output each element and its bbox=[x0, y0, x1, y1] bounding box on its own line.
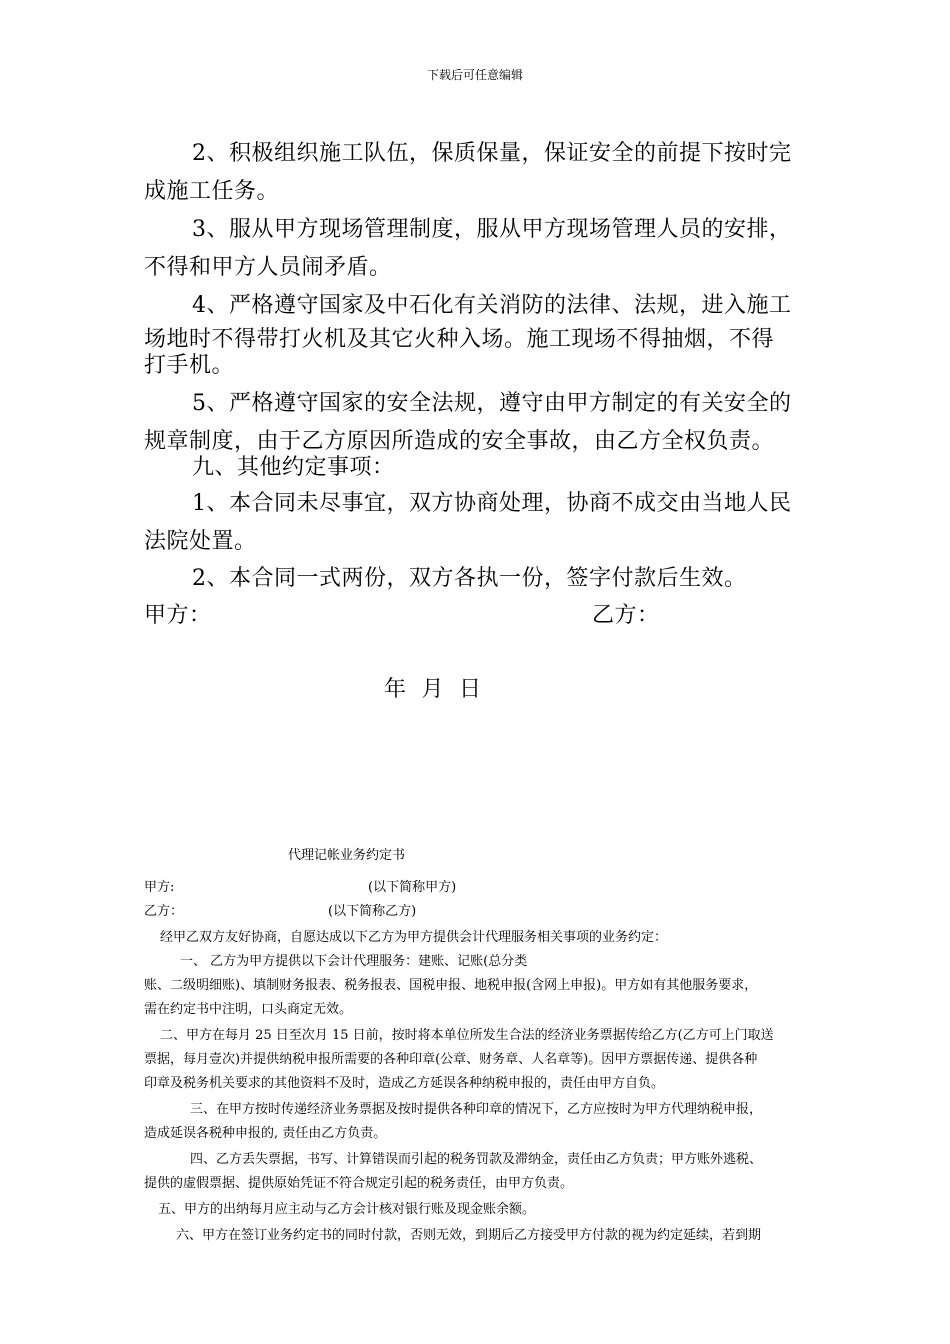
clause-line: 规章制度，由于乙方原因所造成的安全事故，由乙方全权负责。 bbox=[144, 429, 775, 454]
agreement-line: 六、甲方在签订业务约定书的同时付款，否则无效，到期后乙方接受甲方付款的视为约定延续，若到期 bbox=[176, 1228, 762, 1243]
clause-line: 成施工任务。 bbox=[144, 179, 280, 204]
agreement-line: 二、甲方在每月 25 日至次月 15 日前，按时将本单位所发生合法的经济业务票据传给乙方(乙方可上门取送 bbox=[160, 1028, 774, 1043]
agreement-line: 提供的虚假票据、提供原始凭证不符合规定引起的税务责任，由甲方负责。 bbox=[144, 1176, 574, 1191]
agreement-party-a-label: 甲方: bbox=[144, 880, 175, 895]
clause-line: 1、本合同未尽事宜，双方协商处理，协商不成交由当地人民 bbox=[192, 491, 792, 516]
agreement-line: 四、乙方丢失票据，书写、计算错误而引起的税务罚款及滞纳金，责任由乙方负责；甲方账外逃税、 bbox=[190, 1152, 763, 1167]
party-a-signature-label: 甲方： bbox=[144, 603, 212, 628]
agreement-party-b-label: 乙方： bbox=[144, 904, 184, 919]
date-line: 年 月 日 bbox=[384, 677, 482, 702]
clause-line: 不得和甲方人员闹矛盾。 bbox=[144, 255, 392, 280]
clause-line: 5、严格遵守国家的安全法规，遵守由甲方制定的有关安全的 bbox=[192, 391, 792, 416]
section-heading: 九、其他约定事项： bbox=[192, 455, 395, 480]
agreement-line: 经甲乙双方友好协商，自愿达成以下乙方为甲方提供会计代理服务相关事项的业务约定： bbox=[160, 930, 668, 945]
agreement-party-a-note: (以下简称甲方) bbox=[368, 880, 457, 895]
agreement-line: 票据，每月壹次)并提供纳税申报所需要的各种印章(公章、财务章、人名章等)。因甲方票据传递、提供各种 bbox=[144, 1052, 758, 1067]
clause-line: 法院处置。 bbox=[144, 529, 257, 554]
agreement-party-b-note: (以下简称乙方) bbox=[328, 904, 417, 919]
agreement-line: 需在约定书中注明，口头商定无效。 bbox=[144, 1002, 353, 1017]
clause-line: 打手机。 bbox=[144, 353, 235, 378]
agreement-line: 账、二级明细账)、填制财务报表、税务报表、国税申报、地税申报(含网上申报)。甲方如有其他服务要求， bbox=[144, 978, 758, 993]
clause-line: 4、严格遵守国家及中石化有关消防的法律、法规，进入施工 bbox=[192, 293, 792, 318]
agreement-line: 一、 乙方为甲方提供以下会计代理服务：建账、记账(总分类 bbox=[180, 954, 528, 969]
clause-line: 2、积极组织施工队伍，保质保量，保证安全的前提下按时完 bbox=[192, 141, 792, 166]
clause-line: 2、本合同一式两份，双方各执一份，签字付款后生效。 bbox=[192, 566, 747, 591]
clause-line: 3、服从甲方现场管理制度，服从甲方现场管理人员的安排， bbox=[192, 217, 792, 242]
agreement-title: 代理记帐业务约定书 bbox=[288, 848, 406, 863]
agreement-line: 印章及税务机关要求的其他资料不及时，造成乙方延误各种纳税申报的，责任由甲方自负。 bbox=[144, 1076, 665, 1091]
clause-line: 场地时不得带打火机及其它火种入场。施工现场不得抽烟，不得 bbox=[144, 327, 775, 352]
agreement-line: 造成延误各税种申报的, 责任由乙方负责。 bbox=[144, 1126, 387, 1141]
agreement-line: 五、甲方的出纳每月应主动与乙方会计核对银行账及现金账余额。 bbox=[158, 1202, 536, 1217]
party-b-signature-label: 乙方： bbox=[592, 603, 660, 628]
page-header: 下载后可任意编辑 bbox=[426, 68, 523, 82]
agreement-line: 三、在甲方按时传递经济业务票据及按时提供各种印章的情况下，乙方应按时为甲方代理纳税申报， bbox=[190, 1102, 763, 1117]
